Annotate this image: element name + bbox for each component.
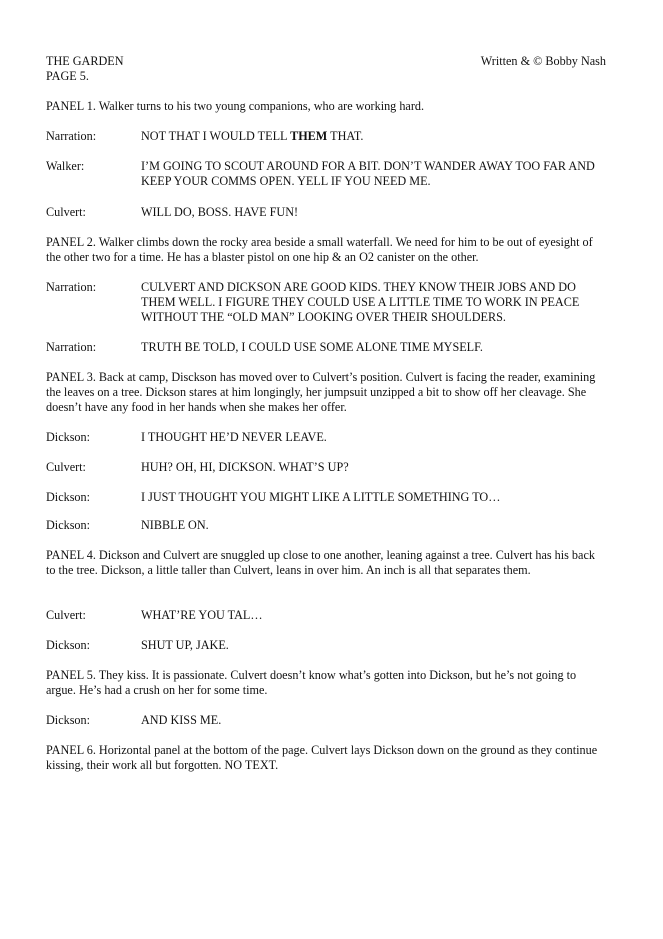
panel-4-description: PANEL 4. Dickson and Culvert are snuggled up close to one another, leaning against a tree. Culvert has his back to the tree. Dickson, a little taller than Culvert, leans in over him. An inch is all that separates them.: [46, 548, 595, 577]
panel-3-description: PANEL 3. Back at camp, Disckson has moved over to Culvert’s position. Culvert is facing the reader, examining the leaves on a tree. Dickson stares at him longingly, her jumpsuit unzipped a bit to show off her cleavage. She doesn’t have any food in her hands when she makes her offer.: [46, 370, 596, 414]
emphasis-text: THEM: [290, 129, 328, 143]
speaker-label: Dickson:: [46, 518, 91, 532]
dialogue-text: I THOUGHT HE’D NEVER LEAVE.: [141, 430, 327, 444]
speaker-label: Narration:: [46, 340, 97, 354]
script-title: THE GARDEN: [46, 54, 124, 68]
speaker-label: Culvert:: [46, 608, 86, 622]
speaker-label: Walker:: [46, 159, 85, 173]
dialogue-line: [46, 638, 606, 653]
dialogue-text: HUH? OH, HI, DICKSON. WHAT’S UP?: [141, 460, 349, 474]
credit-line: Written & © Bobby Nash: [480, 54, 606, 68]
speaker-label: Dickson:: [46, 490, 91, 504]
dialogue-line: [46, 205, 606, 220]
speaker-label: Narration:: [46, 280, 97, 294]
page-number: PAGE 5.: [46, 69, 89, 83]
speaker-label: Culvert:: [46, 460, 86, 474]
panel-5-description: PANEL 5. They kiss. It is passionate. Culvert doesn’t know what’s gotten into Dickson, but he’s not going to argue. He’s had a crush on her for some time.: [46, 668, 577, 697]
dialogue-line: [46, 159, 606, 189]
speaker-label: Dickson:: [46, 430, 91, 444]
dialogue-line: [46, 460, 606, 475]
panel-1-description: PANEL 1. Walker turns to his two young companions, who are working hard.: [46, 99, 425, 113]
dialogue-text: I JUST THOUGHT YOU MIGHT LIKE A LITTLE SOMETHING TO…: [141, 490, 501, 504]
dialogue-text: WHAT’RE YOU TAL…: [141, 608, 263, 622]
dialogue-text: NOT THAT I WOULD TELL THEM THAT.: [141, 129, 364, 143]
dialogue-text: AND KISS ME.: [141, 713, 222, 727]
panel-2-description: PANEL 2. Walker climbs down the rocky area beside a small waterfall. We need for him to be out of eyesight of the other two for a time. He has a blaster pistol on one hip & an O2 canister on the other.: [46, 235, 593, 264]
dialogue-line: [46, 129, 606, 144]
dialogue-text: TRUTH BE TOLD, I COULD USE SOME ALONE TIME MYSELF.: [141, 340, 483, 354]
dialogue-text: CULVERT AND DICKSON ARE GOOD KIDS. THEY KNOW THEIR JOBS AND DO THEM WELL. I FIGURE THEY COULD USE A LITTLE TIME TO WORK IN PEACE WITHOUT THE “OLD MAN” LOOKING OVER THEIR SHOULDERS.: [141, 280, 580, 324]
dialogue-line: [46, 340, 606, 355]
dialogue-line: [46, 280, 606, 325]
page-header: [46, 54, 606, 84]
dialogue-line: [46, 518, 606, 533]
dialogue-line: [46, 430, 606, 445]
panel-6-description: PANEL 6. Horizontal panel at the bottom of the page. Culvert lays Dickson down on the ground as they continue kissing, their work all but forgotten. NO TEXT.: [46, 743, 598, 772]
speaker-label: Culvert:: [46, 205, 86, 219]
dialogue-text: NIBBLE ON.: [141, 518, 209, 532]
speaker-label: Dickson:: [46, 713, 91, 727]
speaker-label: Narration:: [46, 129, 97, 143]
dialogue-line: [46, 490, 606, 505]
dialogue-text: SHUT UP, JAKE.: [141, 638, 229, 652]
speaker-label: Dickson:: [46, 638, 91, 652]
dialogue-text: I’M GOING TO SCOUT AROUND FOR A BIT. DON’T WANDER AWAY TOO FAR AND KEEP YOUR COMMS OPEN. YELL IF YOU NEED ME.: [141, 159, 595, 188]
dialogue-line: [46, 713, 606, 728]
dialogue-line: [46, 608, 606, 623]
dialogue-text: WILL DO, BOSS. HAVE FUN!: [141, 205, 299, 219]
